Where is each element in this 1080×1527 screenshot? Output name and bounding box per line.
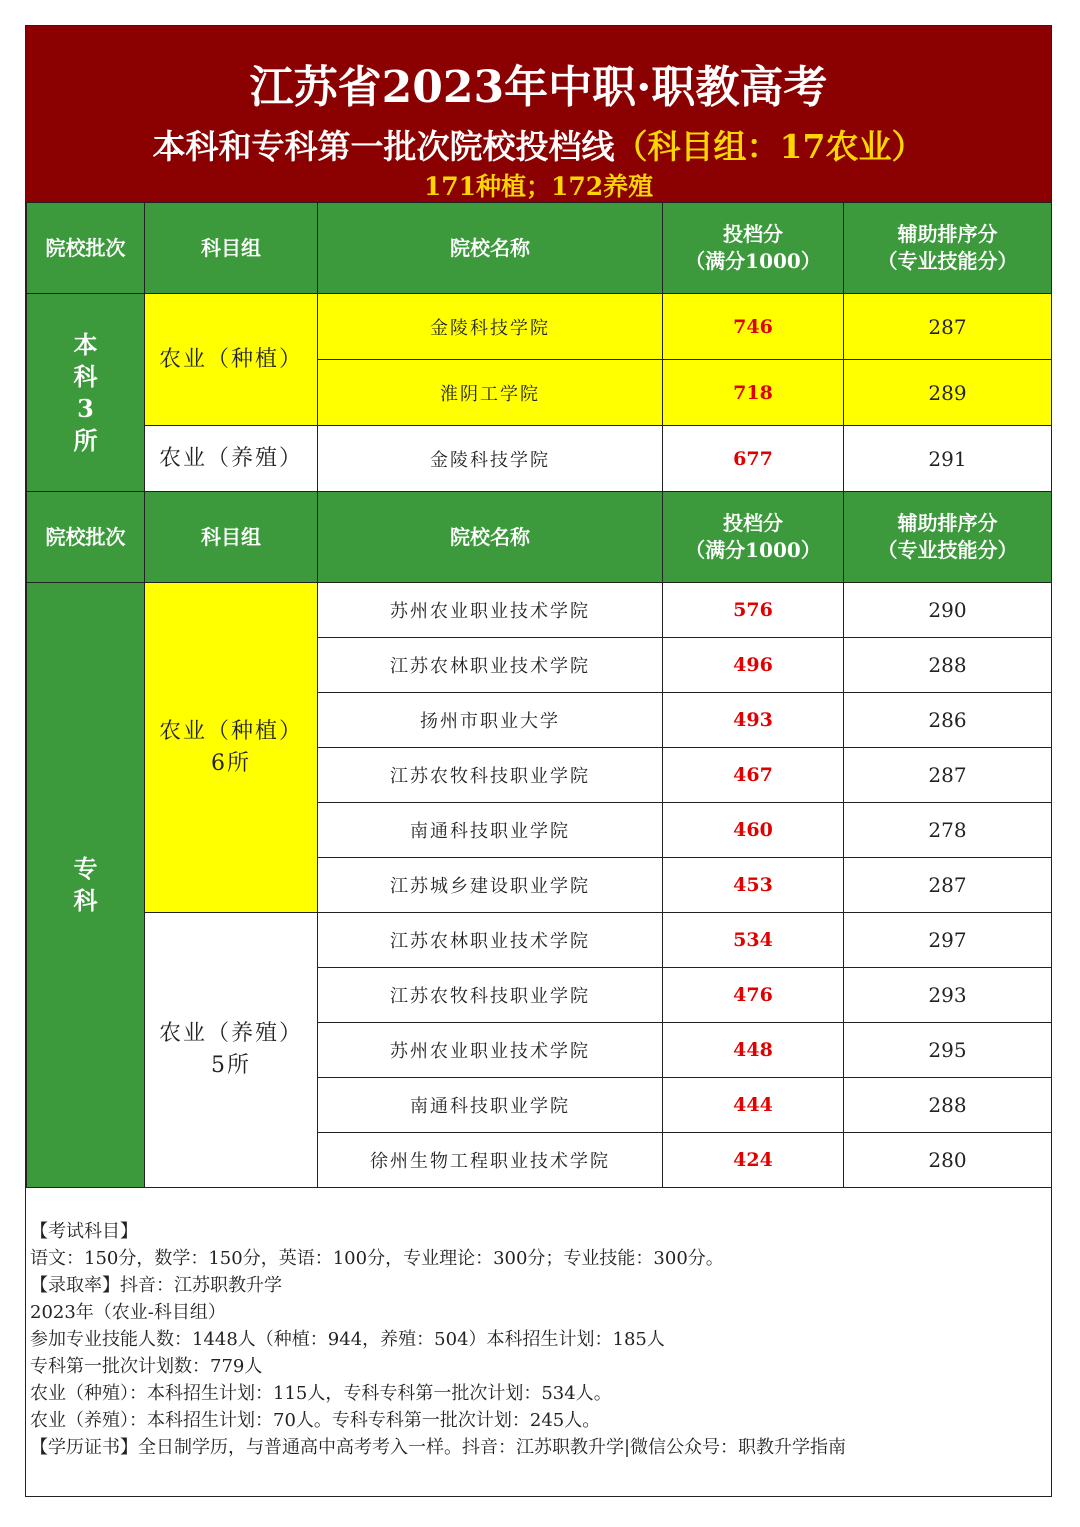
group-count: 5所 <box>211 1053 251 1078</box>
group-cell <box>145 583 318 913</box>
score-header-line2: （满分1000） <box>685 538 821 562</box>
score-value: 476 <box>663 968 844 1023</box>
note-line: 2023年（农业-科目组） <box>30 1302 226 1323</box>
note-line: 【考试科目】 <box>30 1221 138 1242</box>
page-title: 江苏省2023年中职·职教高考 <box>249 62 828 113</box>
score-header-line1: 投档分 <box>723 511 783 535</box>
table-row <box>27 583 1052 638</box>
school-name: 徐州生物工程职业技术学院 <box>318 1133 663 1188</box>
group-name: 农业（养殖） <box>158 1021 303 1046</box>
table-header-row <box>27 492 1052 583</box>
note-line: 语文：150分，数学：150分，英语：100分，专业理论：300分；专业技能：300分。 <box>30 1248 724 1269</box>
score-value: 424 <box>663 1133 844 1188</box>
school-name: 江苏农牧科技职业学院 <box>318 968 663 1023</box>
score-value: 444 <box>663 1078 844 1133</box>
school-name: 南通科技职业学院 <box>318 803 663 858</box>
aux-value: 291 <box>844 426 1052 492</box>
group-cell: 农业（种植） <box>145 294 318 426</box>
score-header-line2: （满分1000） <box>685 249 821 273</box>
title-banner <box>26 26 1051 202</box>
col-header-group: 科目组 <box>145 492 318 583</box>
notes-section <box>30 1218 846 1461</box>
note-line: 专科第一批次计划数：779人 <box>30 1356 263 1377</box>
col-header-batch: 院校批次 <box>27 203 145 294</box>
col-header-score <box>663 492 844 583</box>
score-value: 467 <box>663 748 844 803</box>
school-name: 江苏农林职业技术学院 <box>318 913 663 968</box>
school-name: 扬州市职业大学 <box>318 693 663 748</box>
table-header-row <box>27 203 1052 294</box>
score-value: 448 <box>663 1023 844 1078</box>
benke-label: 本科3所 <box>73 329 98 455</box>
score-value: 677 <box>663 426 844 492</box>
subtitle-group: （科目组：17农业） <box>614 127 925 166</box>
school-name: 苏州农业职业技术学院 <box>318 583 663 638</box>
aux-value: 295 <box>844 1023 1052 1078</box>
note-line: 【录取率】抖音：江苏职教升学 <box>30 1275 282 1296</box>
col-header-batch: 院校批次 <box>27 492 145 583</box>
score-value: 576 <box>663 583 844 638</box>
aux-value: 287 <box>844 294 1052 360</box>
school-name: 南通科技职业学院 <box>318 1078 663 1133</box>
col-header-aux <box>844 492 1052 583</box>
score-value: 534 <box>663 913 844 968</box>
aux-value: 286 <box>844 693 1052 748</box>
aux-value: 289 <box>844 360 1052 426</box>
school-name: 江苏城乡建设职业学院 <box>318 858 663 913</box>
col-header-group: 科目组 <box>145 203 318 294</box>
score-value: 493 <box>663 693 844 748</box>
school-name: 江苏农林职业技术学院 <box>318 638 663 693</box>
note-line: 【学历证书】全日制学历，与普通高中高考考入一样。抖音：江苏职教升学|微信公众号：职教升学指南 <box>30 1437 847 1458</box>
aux-header-line2: （专业技能分） <box>877 249 1018 273</box>
col-header-school: 院校名称 <box>318 203 663 294</box>
col-header-aux <box>844 203 1052 294</box>
page-subtitle <box>26 127 1051 166</box>
group-cell: 农业（养殖） <box>145 426 318 492</box>
school-name: 苏州农业职业技术学院 <box>318 1023 663 1078</box>
admission-score-table <box>26 202 1052 1188</box>
subcategory-line: 171种植；172养殖 <box>423 172 654 201</box>
aux-value: 287 <box>844 858 1052 913</box>
note-line: 农业（种殖）：本科招生计划：115人，专科专科第一批次计划：534人。 <box>30 1383 612 1404</box>
aux-value: 293 <box>844 968 1052 1023</box>
group-count: 6所 <box>211 750 251 776</box>
zhuanke-label: 专科 <box>73 854 98 915</box>
aux-value: 280 <box>844 1133 1052 1188</box>
school-name: 江苏农牧科技职业学院 <box>318 748 663 803</box>
col-header-school: 院校名称 <box>318 492 663 583</box>
aux-header-line2: （专业技能分） <box>877 538 1018 562</box>
aux-value: 288 <box>844 1078 1052 1133</box>
score-value: 718 <box>663 360 844 426</box>
score-value: 746 <box>663 294 844 360</box>
score-value: 496 <box>663 638 844 693</box>
table-row <box>27 294 1052 360</box>
school-name: 淮阴工学院 <box>318 360 663 426</box>
aux-header-line1: 辅助排序分 <box>897 222 998 246</box>
score-value: 460 <box>663 803 844 858</box>
table-row <box>27 913 1052 968</box>
school-name: 金陵科技学院 <box>318 294 663 360</box>
score-header-line1: 投档分 <box>723 222 783 246</box>
batch-cell-zhuanke <box>27 583 145 1188</box>
col-header-score <box>663 203 844 294</box>
group-cell <box>145 913 318 1188</box>
aux-header-line1: 辅助排序分 <box>897 511 998 535</box>
aux-value: 297 <box>844 913 1052 968</box>
school-name: 金陵科技学院 <box>318 426 663 492</box>
aux-value: 288 <box>844 638 1052 693</box>
aux-value: 287 <box>844 748 1052 803</box>
subtitle-main: 本科和专科第一批次院校投档线 <box>152 127 615 166</box>
aux-value: 278 <box>844 803 1052 858</box>
group-name: 农业（种植） <box>158 718 303 744</box>
note-line: 参加专业技能人数：1448人（种植：944，养殖：504）本科招生计划：185人 <box>30 1329 665 1350</box>
batch-cell-benke <box>27 294 145 492</box>
score-value: 453 <box>663 858 844 913</box>
table-row <box>27 426 1052 492</box>
aux-value: 290 <box>844 583 1052 638</box>
note-line: 农业（养殖）：本科招生计划：70人。专科专科第一批次计划：245人。 <box>30 1410 601 1431</box>
